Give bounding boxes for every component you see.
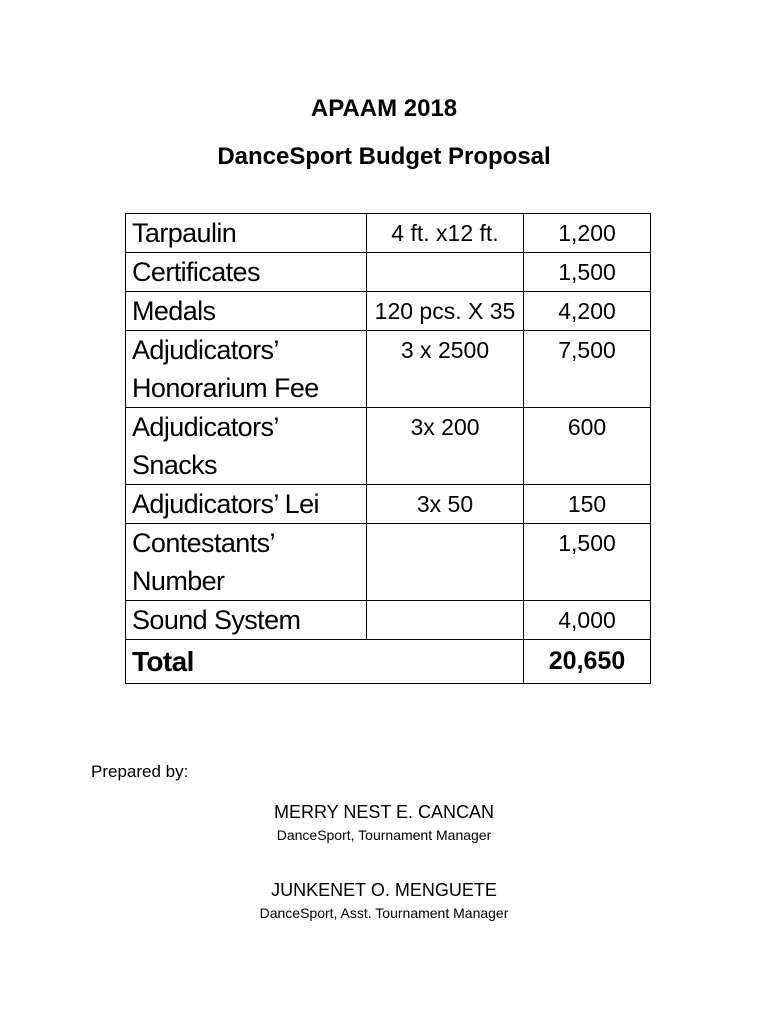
amount-cell: 7,500 <box>524 331 651 408</box>
quantity-cell <box>367 524 524 601</box>
table-row <box>126 253 651 292</box>
table-row <box>126 408 651 485</box>
item-cell: Adjudicators’ Honorarium Fee <box>126 331 367 408</box>
total-amount: 20,650 <box>524 640 651 684</box>
amount-cell: 600 <box>524 408 651 485</box>
amount-cell: 1,200 <box>524 214 651 253</box>
signatory-role: DanceSport, Asst. Tournament Manager <box>259 905 509 921</box>
signatory-name: JUNKENET O. MENGUETE <box>271 880 497 900</box>
item-cell: Medals <box>126 292 367 331</box>
page-subtitle: DanceSport Budget Proposal <box>217 143 551 170</box>
signatory-role: DanceSport, Tournament Manager <box>276 827 492 843</box>
item-cell: Certificates <box>126 253 367 292</box>
signatory-name: MERRY NEST E. CANCAN <box>273 802 495 822</box>
table-row <box>126 485 651 524</box>
amount-cell: 1,500 <box>524 253 651 292</box>
item-cell: Sound System <box>126 601 367 640</box>
quantity-cell: 3x 200 <box>367 408 524 485</box>
table-row <box>126 601 651 640</box>
amount-cell: 1,500 <box>524 524 651 601</box>
table-row <box>126 292 651 331</box>
quantity-cell <box>367 253 524 292</box>
item-cell: Contestants’ Number <box>126 524 367 601</box>
prepared-by-label: Prepared by: <box>91 762 189 781</box>
signatory-block <box>0 799 768 845</box>
item-cell: Tarpaulin <box>126 214 367 253</box>
quantity-cell: 3 x 2500 <box>367 331 524 408</box>
item-cell: Adjudicators’ Lei <box>126 485 367 524</box>
total-label: Total <box>126 640 524 684</box>
amount-cell: 150 <box>524 485 651 524</box>
quantity-cell: 4 ft. x12 ft. <box>367 214 524 253</box>
quantity-cell: 3x 50 <box>367 485 524 524</box>
quantity-cell <box>367 601 524 640</box>
budget-table <box>125 213 651 684</box>
amount-cell: 4,000 <box>524 601 651 640</box>
total-row <box>126 640 651 684</box>
table-row <box>126 331 651 408</box>
amount-cell: 4,200 <box>524 292 651 331</box>
page-title: APAAM 2018 <box>310 95 458 122</box>
item-cell: Adjudicators’ Snacks <box>126 408 367 485</box>
signatory-block <box>0 877 768 923</box>
quantity-cell: 120 pcs. X 35 <box>367 292 524 331</box>
table-row <box>126 524 651 601</box>
table-row <box>126 214 651 253</box>
